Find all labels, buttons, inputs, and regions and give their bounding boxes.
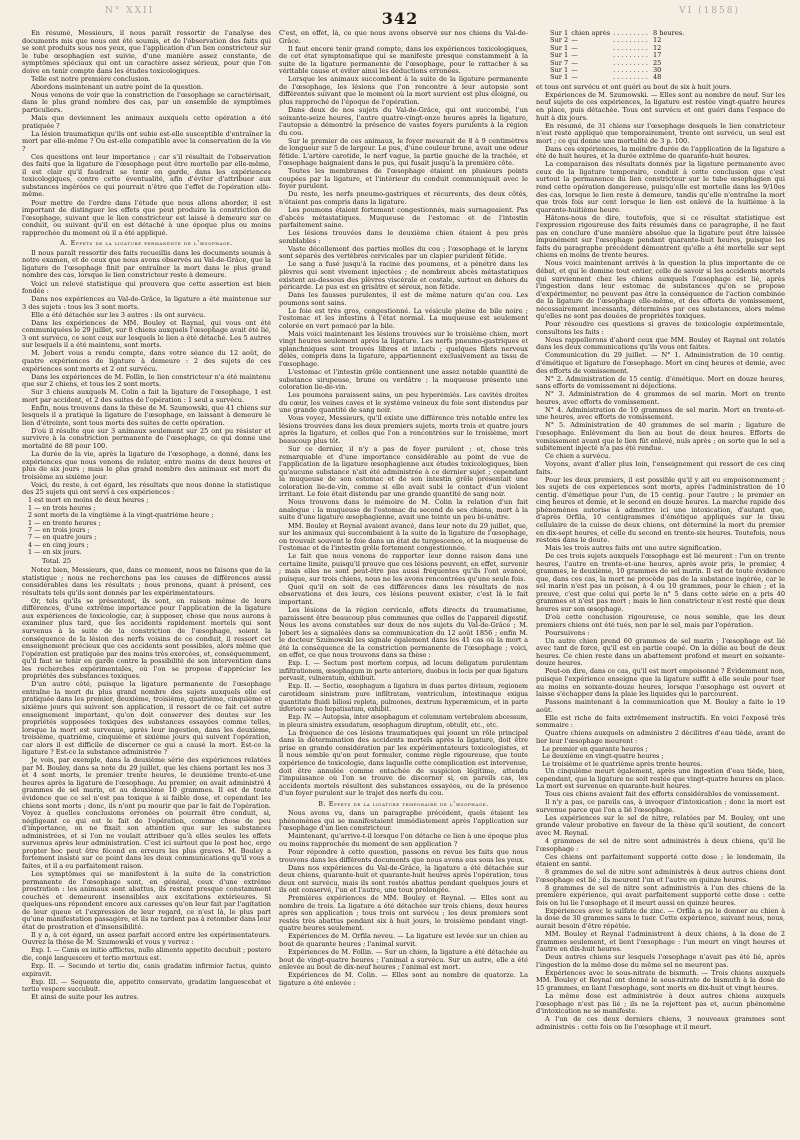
paragraph: Voici, du reste, à cet égard, les résultats que nous donne la statistique des 25 sujets qui ont servi à ces expériences : [22,480,271,497]
paragraph: La fréquence de ces lésions traumatiques qui jouent un rôle principal dans la détermination des accidents mortels après la ligature, doit être prise en grande considération par les expérimentateurs toxicologistes, et il nous semble qu'on peut formuler, comme règle rigoureuse, que toute expérience de toxicologie, dans laquelle cette complication est intervenue, doit être annulée comme entachée de suspicion légitime, attendu l'impuissance où l'on se trouve de discerner si, en pareils cas, les accidents mortels résultent des substances essayées, ou de la présence d'un foyer purulent sur le trajet des nerfs du cou. [279,728,528,798]
paragraph: Sur le premier de ces animaux, le foyer mesurait de 8 à 9 centimètres de longueur sur 5 de largeur. Le pus, d'une couleur brune, avait une odeur fétide. L'artère carotide, le nerf vague, la partie gauche de la trachée, et l'œsophage baignaient dans le pus, qui fusait jusqu'à la première côte. [279,136,528,168]
table-cell: 30 [652,66,662,75]
table-cell: 25 [652,58,662,67]
paragraph: Un cinquième meurt également, après une ingestion d'eau tiède, bien, cependant, que la ligature ne soit restée que vingt-quatre heures en place. La mort est survenue en quarante-huit heures. [536,767,785,791]
table-row [550,74,687,81]
leader-dots: ......... [613,36,650,45]
list-item: 1 — en six jours. [28,548,82,557]
paragraph: La durée de la vie, après la ligature de l'œsophage, a donné, dans les expériences que nous venons de relater, entre moins de deux heures et plus de six jours ; mais le plus grand nombre des animaux est mort du troisième au sixième jour. [22,450,271,481]
paragraph: Or, tels qu'ils se présentent, ils sont, en raison même de leurs différences, d'une extrême importance pour l'application de la ligature aux expériences de toxicologie, car, à supposer, chose que nous aurons à examiner plus tard, que les accidents rapidement mortels qui sont survenus à la suite de la constriction de l'œsophage, soient la conséquence de la lésion des nerfs voisins de ce conduit, il ressort cet enseignement précieux que ces accidents sont possibles, alors même que l'opération est pratiquée par des mains très exercées, et, conséquemment, qu'il faut se tenir en garde contre la possibilité de son intervention dans les recherches expérimentales, où l'on se propose d'apprécier les propriétés des substances toxiques. [22,596,271,681]
paragraph: N° 2. Administration de 15 centig. d'émétique. Mort en douze heures, sans efforts de vomissement ni déjections. [536,374,785,391]
paragraph: Du reste, les nerfs pneumo-gastriques et récurrents, des deux côtés, n'étaient pas compris dans la ligature. [279,190,528,207]
death-times-list [542,746,785,768]
list-item: Le deuxième en vingt-quatre heures ; [542,752,664,761]
paragraph: D'où il résulte que sur 3 animaux seulement sur 25 ont pu résister et survivre à la constriction permanente de l'œsophage, ce qui donne une mortalité de 88 pour 100. [22,426,271,450]
paragraph: Dans nos expériences du Val-de-Grâce, la ligature a été détachée sur deux chiens, quarante-huit et quarante-huit heures après l'opération, tous deux ont survécu, mais ils sont restés abattus pendant quelques jours et ils ont conservé, l'un et l'autre, une toux prolongée. [279,863,528,895]
paragraph: En résumé, Messieurs, il nous paraît ressortir de l'analyse des documents mis que nous ont été soumis, et de l'observation des faits qui se sont produits sous nos yeux, que l'application d'un lien constricteur sur le tube œsophagien est suivie, d'une manière assez constante, de symptômes spéciaux qui ont un caractère assez sérieux, pour que l'on doive en tenir compte dans les études toxicologiques. [22,30,271,75]
paragraph: Expériences de M. Colin. — Elles sont au nombre de quatorze. La ligature a été enlevée : [279,971,528,987]
paragraph: Expériences avec le sous-nitrate de bismuth. — Trois chiens auxquels MM. Bouley et Reynal ont donné le sous-nitrate de bismuth à la dose de 15 grammes, en liant l'œsophage, sont morts en dix-huit et vingt heures. [536,968,785,992]
table-cell: 12 [652,36,662,45]
paragraph: Expériences de M. Follin. — Sur un chien, la ligature a été détachée au bout de vingt-quatre heures ; l'animal a survécu. Sur un autre, elle a été enlevée au bout de dix-neuf heures ; l'animal est mort. [279,948,528,972]
faint-running-head-left: N° XXII [105,6,155,16]
paragraph: Quoi qu'il en soit de ces différences dans les résultats de nos observations et des leurs, ces lésions peuvent exister, c'est là le fait important. [279,582,528,606]
paragraph: Notez bien, Messieurs, que, dans ce moment, nous ne faisons que de la statistique ; nous ne recherchons pas les causes de différences aussi considérables dans les résultats ; nous prenons, quant à présent, ces résultats tels qu'ils sont donnés par les expérimentateurs. [22,566,271,597]
paragraph: Les expériences sur le sel de nitre, relatées par M. Bouley, ont une grande valeur probative en faveur de la thèse qu'il soutient, de concert avec M. Reynal. [536,813,785,837]
paragraph: Expériences avec le sulfate de zinc. — Orfila a pu le donner au chien à la dose de 30 grammes sans le tuer. Cette expérience, suivant nous, nous, aurait besoin d'être répétée. [536,906,785,931]
paragraph: Le foie est très gros, congestionné. La vésicule pleine de bile noire ; l'estomac et les intestins à l'état normal. La muqueuse est seulement colorée en vert pomacé par la bile. [279,306,528,330]
leader-dots: ......... [613,51,650,60]
table-cell: 48 [652,73,662,82]
paragraph: Poursuivons : [545,628,590,637]
paragraph: Voyons, avant d'aller plus loin, l'enseignement qui ressort de ces cinq faits. [536,460,785,476]
paragraph: Pour les deux premiers, il est possible qu'il y ait eu empoisonnement ; les sujets de ces expériences sont morts, après l'administration de 10 centig. d'émétique pour l'un, de 15 centig. pour l'autre ; le premier en cinq heures et demie, et le second en douze heures. La marche rapide des phénomènes autorise à admettre ici une intoxication, d'autant que, d'après Orfila, 10 centigrammes d'émétique appliqués sur le tissu cellulaire de la cuisse de deux chiens, ont déterminé la mort du premier en dix-sept heures, et celle du second en trente-six heures. Toutefois, nous restons dans le doute. [536,475,785,545]
paragraph: Dans les expériences de M. Follin, le lien constricteur n'a été maintenu que sur 2 chiens, et tous les 2 sont morts. [22,372,271,389]
experiment-quote: Exp. III. — Sequente die, appetito conservato, gradatim languescebat et tertio vespere succubuit. [22,978,271,994]
section-heading-b: B. Effets de la ligature temporaire de l'œsophage. [318,799,489,808]
list-item: 2 sont morts de la vingtième à la vingt-quatrième heure ; [28,511,214,520]
list-item: 4 — en cinq jours ; [28,540,89,549]
paragraph: De ces trois sujets auxquels l'œsophage est lié meurent : l'un en trente heures, l'autre en trente-et-une heures, après avoir pris, le premier, 4 grammes, le deuxième, 10 grammes de sel marin. Il est de toute évidence que, dans ces cas, la mort ne procède pas de la substance ingérée, car le sel marin n'est pas un poison, à 4 ou 10 grammes, pour le chien ; et la preuve, c'est que celui qui porte le n° 5 dans cette série en a pris 40 grammes et n'est pas mort ; mais le lien constricteur n'est resté que deux heures sur son œsophage. [536,552,785,614]
paragraph: Nous rappellerons d'abord ceux que MM. Bouley et Raynal ont relatés dans les deux communications qu'ils vous ont faites. [536,335,785,352]
paragraph: Les poumons paraissent sains, un peu hyperémiés. Les cavités droites du cœur, les veines caves et le système veineux du foie sont distendus par une grande quantité de sang noir. [279,391,528,415]
table-cell: — [571,43,578,52]
table-cell: Sur 7 [550,58,569,67]
paragraph: Voici un relevé statistique qui prouvera que cette assertion est bien fondée : [22,279,271,296]
table-cell: — [571,51,578,60]
mortality-list [28,497,271,556]
table-cell: Sur 1 [550,51,569,60]
paragraph: 8 grammes de sel de nitre sont administrés à l'un des chiens de la première expérience, qui avait parfaitement supporté cette dose : cette fois on lui lie l'œsophage et il meurt aussi en quinze heures. [536,883,785,907]
paragraph: Ce chien a survécu. [545,452,611,461]
table-cell: Sur 1 [550,66,569,75]
paragraph: Dans les expériences de MM. Bouley et Raynal, qui vous ont été communiquées le 29 juillet, sur 8 chiens auxquels l'œsophage avait été lié, 3 ont survécu, ce sont ceux sur lesquels le lien a été détaché. Les 5 autres sur lesquels il a été maintenu, sont morts. [22,318,271,350]
section-heading-a: A. Effets de la ligature permanente de l'œsophage. [60,239,233,248]
columns [22,30,786,1134]
paragraph: Passons maintenant à la communication que M. Bouley a faite le 19 août. [536,698,785,714]
experiment-quote: Exp. I. — Sectum post mortem corpus, ad locum deligatum purulentam infiltrationem, œsophagum in parte anteriore, duobus in locis per quæ ligatura pervasit, vulneratum, exhibuit. [279,660,528,683]
paragraph: Ces chiens ont parfaitement supporté cette dose ; le lendemain, ils étaient en santé. [536,852,785,869]
paragraph: Lorsque les animaux succombent à la suite de la ligature permanente de l'œsophage, les lésions que l'on rencontre à leur autopsie sont différentes suivant que le moment où la mort survient est plus éloigné, ou plus rapproché de l'époque de l'opération. [279,75,528,106]
table-cell: 17 [652,51,662,60]
leader-dots: ......... [613,66,650,75]
paragraph: Dans ces expériences, la moindre durée de l'application de la ligature a été de huit heures, et la durée extrême de quarante-huit heures. [536,144,785,161]
paragraph: Ces questions ont leur importance ; car s'il résultait de l'observation des faits que la ligature de l'œsophage peut être mortelle par elle-même, il est clair qu'il faudrait se tenir en garde, dans les expériences toxicologiques, contre cette éventualité, afin d'éviter d'attribuer aux substances ingérées ce qui pourrait n'être que l'effet de l'opération elle-même. [22,152,271,199]
paragraph: Et ainsi de suite pour les autres. [31,993,139,1002]
paragraph: Pour mettre de l'ordre dans l'étude que nous allons aborder, il est important de distinguer les effets que peut produire la constriction de l'œsophage, suivant que le lien constricteur est laissé à demeure sur ce conduit, ou suivant qu'il en est détaché à une époque plus ou moins rapprochée du moment où il a été appliqué. [22,198,271,237]
paragraph: Communication du 29 juillet. — N° 1. Administration de 10 centig. d'émétique et ligature de l'œsophage. Mort en cinq heures et demie, avec des efforts de vomissement. [536,351,785,375]
table-cell: Sur 1 [550,73,569,82]
paragraph: Il nous paraît ressortir des faits recueillis dans les documents soumis à notre examen, et de ceux que nous avons observés au Val-de-Grâce, que la ligature de l'œsophage finit par entraîner la mort dans le plus grand nombre des cas, lorsque le lien constricteur reste à demeure. [22,248,271,280]
paragraph: D'où cette conclusion rigoureuse, ce nous semble, que les deux premiers chiens ont été tués, non par le sel, mais par l'opération. [536,613,785,629]
table-cell: Sur 1 [550,30,569,37]
paragraph: La même dose est administrée à deux autres chiens auxquels l'œsophage n'est pas lié ; ils ne la rejettent pas et, aucun phénomène d'intoxication ne se manifeste. [536,991,785,1016]
paragraph: D'un autre côté, puisque la ligature permanente de l'œsophage entraîne la mort du plus grand nombre des sujets auxquels elle est pratiquée dans les premier, deuxième, troisième, quatrième, cinquième et sixième jours qui suivent son application, il ressort de ce fait cet autre enseignement important, qu'on doit conserver des doutes sur les propriétés supposées toxiques des substances essayées comme telles, lorsque la mort est survenue, après leur ingestion, dans les deuxième, troisième, quatrième, cinquième et sixième jours qui suivent l'opération, car alors il est difficile de discerner ce qui a causé la mort. Est-ce la ligature ? Est-ce la substance administrée ? [22,680,271,757]
paragraph: Je vois, par exemple, dans la deuxième série des expériences relatées par M. Bouley, dans sa note du 29 juillet, que les chiens portant les nos 3 et 4 sont morts, le premier trente heures, le deuxième trente-et-une heures après la ligature de l'œsophage. Au premier, on avait administré 4 grammes de sel marin, et au deuxième 10 grammes. Il est de toute évidence que ce sel n'est pas toxique à si faible dose, et cependant les chiens sont morts ; donc, ils n'ont pu mourir que par le fait de l'opération. Voyez à quelles conclusions erronées on pourrait être conduit, si, négligeant ce qui est le fait de l'opération, comme chose de peu d'importance, on ne fixait son attention que sur les substances administrées, et si l'on ne voulait attribuer qu'à elles seules les effets survenus après leur administration. C'est ici surtout que le post hoc, ergo propter hoc peut être fécond en erreurs les plus graves. M. Bouley a fortement insisté sur ce point dans les deux communications qu'il vous a faites, et il a eu parfaitement raison. [22,756,271,870]
paragraph: Nous trouvons dans le mémoire de M. Colin la relation d'un fait analogue : la muqueuse de l'estomac du second de ses chiens, mort à la suite d'une ligature œsophagienne, avait une teinte un peu bi-unâtre. [279,498,528,522]
paragraph: A l'un de ces deux derniers chiens, 3 nouveaux grammes sont administrés : cette fois on lie l'œsophage et il meurt. [536,1015,785,1031]
list-item: 1 — en trois heures ; [28,503,96,512]
table-cell: — [571,36,578,45]
paragraph: La lésion traumatique qu'ils ont subie est-elle susceptible d'entraîner la mort par elle-même ? Ou est-elle compatible avec la conservation de la vie ? [22,129,271,153]
experiment-quote: Exp. IV. — Autopsia, inter œsophagum et columnam vertebralem abcessum, in pleura sinistra exsudatum, œsophagum diruptum, obtulit, etc., etc. [279,714,528,729]
column-2 [279,30,528,1134]
leader-dots: ......... [613,30,650,37]
paragraph: Quatre chiens auxquels on administre 2 décilitres d'eau tiède, avant de lier leur l'œsophage meurent : [536,729,785,745]
table-cell: — [571,66,578,75]
paragraph: Le sang a fusé jusqu'à la racine des poumons, et a pénétré dans les plèvres qui sont vivement injectées ; de nombreux abcès métastatiques existent au-dessous des plèvres viscérale et costale, surtout en dehors du péricarde. Le pus est en grisâtre et séreux, non fétide. [279,260,528,292]
paragraph: Nous voici maintenant arrivés à la question la plus importante de ce débat, et qui le domine tout entier, celle de savoir si les accidents mortels qui surviennent chez les chiens auxquels l'œsophage est lié, après l'ingestion dans leur estomac de substances qu'on se propose d'expérimenter, ne peuvent pas être la conséquence de l'action combinée de la ligature de l'œsophage elle-même, et des efforts de vomissement, nécessairement incessants, déterminés par ces substances, alors même qu'elles ne sont pas douées de propriétés toxiques. [536,259,785,321]
paragraph: Peut-on dire, dans ce cas, qu'il est mort empoisonné ? Évidemment non, puisque l'expérience enseigne que la ligature suffit à elle seule pour tuer au moins en soixante-douze heures, lorsque l'œsophage est ouvert et laisse s'échapper dans la plaie les liquides qui le parcourent. [536,667,785,699]
paragraph: Vaste décollement des parties molles du cou ; l'œsophage et le larynx sont séparés des vertèbres cervicales par un clapier purulent fétide. [279,244,528,261]
paragraph: L'estomac et l'intestin grêle contiennent une assez notable quantité de substance sirupeuse, brune ou verdâtre ; la muqueuse présente une coloration lie-de-vin. [279,368,528,392]
table-cell: Sur 2 [550,36,569,45]
paragraph: Dans les fausses purulentes, il est de même nature qu'au cou. Les poumons sont sains. [279,291,528,307]
paragraph: Maintenant, qu'arrive-t-il lorsque l'on détache ce lien à une époque plus ou moins rapprochée du moment de son application ? [279,832,528,848]
paragraph: Les poumons étaient fortement congestionnés, mais surnageaient. Pas d'abcès métastatiques. Muqueuse de l'estomac et de l'intestin parfaitement saine. [279,206,528,230]
paragraph: et tous ont survécu et ont guéri au bout de six à huit jours. [536,82,732,91]
paragraph: Un autre chien prend 60 grammes de sel marin ; l'œsophage est lié avec tant de force, qu'il est en partie coupé. On la délie au bout de deux heures. Ce chien reste dans un abattement profond et meurt en soixante-douze heures. [536,636,785,668]
paragraph: C'est, en effet, là, ce que nous avons observé sur nos chiens du Val-de-Grâce. [279,30,528,45]
page-number: 342 [381,8,419,28]
experiment-quote: Exp. II. — Sectio, œsophagum a ligatura in duas partes divisum, regionem carotideam sinistram pure infiltratam, ventriculum, intestinaque exigua quantitate fluidi biliosi repleta, pulmones, dextrum hyperæmicum, et in parte inferiore sano hepatisatum, exhibit. [279,683,528,714]
paragraph: Dans nos expériences au Val-de-Grâce, la ligature a été maintenue sur 3 des sujets : tous les 3 sont morts. [22,295,271,311]
paragraph: Enfin, nous trouvons dans la thèse de M. Szumowski, que 41 chiens sur lesquels il a pratiqué la ligature de l'œsophage, en laissant à demeure le lien d'étreinte, sont tous morts des suites de cette opération. [22,403,271,427]
experiment-quote: Exp. I. — Canis ex initio afflictus, nullo alimento appetito decubuit ; postero die, conjè languescere et tertio mortuus est. [22,947,271,962]
paragraph: N° 5. Administration de 40 grammes de sel marin ; ligature de l'œsophage. Enlèvement du lien au bout de deux heures. Efforts de vomissement avant que le lien fût enlevé, nuls après ; on sorte que le sel a subitement injecté n'a pas été rendue. [536,421,785,453]
leader-dots: ......... [613,43,650,52]
list-item: 1 — en trente heures ; [28,518,101,527]
experiment-quote: Exp. II. — Secundo et tertio die, canis gradatim infirmior factus, quinto expiravit. [22,963,271,978]
paragraph: Nous avons vu, dans un paragraphe précédent, quels étaient les phénomènes qui se manifestaient immédiatement après l'application sur l'œsophage d'un lien constricteur. [279,809,528,833]
leader-dots: ......... [613,73,650,82]
table-cell: 12 [652,43,662,52]
paragraph: N° 3. Administration de 4 grammes de sel marin. Mort en trente heures, avec efforts de vomissement. [536,390,785,406]
paragraph: Il faut encore tenir grand compte, dans les expériences toxicologiques, de cet état symptomatique qui se manifeste presque constamment à la suite de la ligature permanente de l'œsophage, pour le rattacher à sa véritable cause et éviter ainsi les déductions erronées. [279,44,528,76]
total-line: Total. 25 [42,556,72,565]
paragraph: Deux autres chiens sur lesquels l'œsophage n'avait pas été lié, après l'ingestion de la même dose du même sel ne meurent pas. [536,953,785,969]
paragraph: Abordons maintenant un autre point de la question. [31,82,204,91]
paragraph: N° 4. Administration de 10 grammes de sel marin. Mort en trente-et-une heures, avec efforts de vomissement. [536,405,785,422]
faint-running-head-right: VI (1858) [679,6,740,16]
paragraph: Les symptômes qui se manifestent à la suite de la constriction permanente de l'œsophage sont, en général, ceux d'une extrême prostration : les animaux sont abattus, ils restent presque constamment couchés et demeurent insensibles aux excitations extérieures. Si quelques-uns répondent encore aux caresses qu'on leur fait par l'agitation de leur queue et l'expression de leur regard, ce n'est là, le plus part qu'une manifestation passagère, et ils ne tardent pas à retomber dans leur état de prostration et d'insensibilité. [22,869,271,931]
table-cell: — [571,73,578,82]
paragraph: Il n'y a pas, ce pareils cas, à invoquer d'intoxication ; donc la mort est survenue parce que l'on a lié l'œsophage. [536,798,785,814]
paragraph: Dans deux de nos sujets du Val-de-Grâce, qui ont succombé, l'un soixante-seize heures, l'autre quatre-vingt-onze heures après la ligature, l'autopsie a démontré la présence de vastes foyers purulents à la région du cou. [279,105,528,137]
paragraph: Les lésions de la région cervicale, effets directs du traumatisme, paraissent être beaucoup plus communes que celles de l'appareil digestif. Nous les avons constatées sur deux de nos sujets du Val-de-Grâce ; M. Jobert les a signalées dans sa communication du 12 août 1856 ; enfin M. le docteur Szumowski les signale également dans les 41 cas où la mort a été la conséquence de la constriction permanente de l'œsophage ; voici, en effet, ce que nous trouvons dans sa thèse : [279,606,528,660]
paragraph: Pour résoudre ces questions si graves de toxicologie expérimentale, consultons les faits : [536,320,785,336]
paragraph: Mais les trois autres faits ont une autre signification. [545,544,722,553]
paragraph: M. Jobert vous a rendu compte, dans votre séance du 12 août, de quatre expériences de ligature à demeure : 2 des sujets de ces expériences sont morts et 2 ont survécu. [22,349,271,373]
paragraph: Pour répondre à cette question, passons en revue les faits que nous trouvons dans les différents documents que nous avons eus sous les yeux. [279,847,528,864]
paragraph: Le fait que nous venons de rapporter leur donne raison dans une certaine limite, puisqu'il prouve que ces lésions peuvent, en effet, survenir ; mais elles ne sont peut-être pas aussi fréquentes qu'ils l'ont avancé, puisque, sur trois chiens, nous ne les avons rencontrées qu'une seule fois. [279,552,528,583]
column-1 [22,30,271,1134]
ligature-duration-table [550,30,687,82]
list-item: Le troisième et le quatrième après trente heures. [542,759,703,768]
paragraph: MM. Bouley et Reynal avaient avancé, dans leur note du 29 juillet, que, sur les animaux qui succombaient à la suite de la ligature de l'œsophage, on trouvait souvent le foie dans un état de turgescence, et la muqueuse de l'estomac et de l'intestin grêle fortement congestionnée. [279,521,528,553]
column-3 [536,30,785,1134]
paragraph: Expériences de M. Orfila neveu. — La ligature est levée sur un chien au bout de quarante heures ; l'animal survit. [279,932,528,949]
table-cell: — [571,58,578,67]
table-cell: Sur 1 [550,43,569,52]
paragraph: Toutes les membranes de l'œsophage étaient en plusieurs points coupées par la ligature, et l'intérieur du conduit communiquait avec le foyer purulent. [279,167,528,191]
paragraph: Elle est riche de faits extrêmement instructifs. En voici l'exposé très sommaire : [536,713,785,730]
paragraph: En résumé, de 31 chiens sur l'œsophage desquels le lien constricteur n'est resté appliqué que temporairement, trente ont survécu, un seul est mort ; ce qui donne une mortalité de 3 p. 100. [536,121,785,145]
list-item: Le premier en quarante heures ; [542,744,648,753]
paragraph: Sur ce dernier, il n'y a pas de foyer purulent ; et, chose très remarquable et d'une importance considérable au point de vue de l'application de la ligature œsophagienne aux études toxicologiques, bien qu'aucune substance n'ait été administrée à ce dernier sujet ; cependant la muqueuse de son estomac et de son intestin grêle présentait une coloration lie-de-vin, comme si elle avait subi le contact d'un violent irritant. Le foie était distendu par une grande quantité de sang noir. [279,445,528,499]
paragraph: Premières expériences de MM. Bouley et Reynal. — Elles sont au nombre de trois. La ligature a été détachée sur trois chiens, deux heures après son application ; tous trois ont survécu ; les deux premiers sont restés très abattus pendant six à huit jours, le troisième pendant vingt-quatre heures seulement. [279,894,528,933]
paragraph: Il y a, à cet égard, un assez parfait accord entre les expérimentateurs. Ouvrez la thèse de M. Szumowski et vous y verrez : [22,930,271,947]
list-item: 7 — en quatre jours ; [28,533,97,542]
leader-dots: ......... [613,58,650,67]
list-item: 7 — en trois jours ; [28,525,90,534]
paragraph: Elle a été détachée sur les 3 autres : ils ont survécu. [31,310,206,319]
paragraph: MM. Bouley et Reynal l'administrent à deux chiens, à la dose de 2 grammes seulement, et lient l'œsophage : l'un meurt en vingt heures et l'autre en dix-huit heures. [536,930,785,954]
table-cell: chien après [571,30,611,37]
list-item: 1 est mort en moins de deux heures ; [28,496,149,505]
paragraph: 4 grammes de sel de nitre sont administrés à deux chiens, qu'il lie l'œsophage : [536,837,785,853]
paragraph: Nous venons de voir que la constriction de l'œsophage se caractérisait, dans le plus grand nombre des cas, par un ensemble de symptômes particuliers. [22,90,271,114]
paragraph: Les lésions trouvées dans le deuxième chien étaient à peu près semblables : [279,229,528,245]
paragraph: Hâtons-nous de dire, toutefois, que si ce résultat statistique est l'expression rigoureuse des faits résumés dans ce paragraphe, il ne faut pas en conclure d'une manière absolue que la ligature peut être laissée impunément sur l'œsophage pendant quarante-huit heures, puisque les faits du paragraphe précédent démontrent qu'elle a été mortelle sur sept chiens en moins de trente heures. [536,213,785,260]
paragraph: La comparaison des résultats donnés par la ligature permanente avec ceux de la ligature temporaire, conduit à cette conclusion que c'est surtout la permanence du lien constricteur sur le tube œsophagien qui rend cette opération dangereuse, puisqu'elle est mortelle dans les 9/10es des cas, lorsque le lien reste à demeure, tandis qu'elle n'entraîne la mort que trois fois sur cent lorsque le lien est enlevé de la huitième à la quarante-huitième heure. [536,160,785,214]
paragraph: Vous voyez, Messieurs, qu'il existe une différence très notable entre les lésions trouvées dans les deux premiers sujets, morts trois et quatre jours après la ligature, et celles que l'on a rencontrées sur le troisième, mort beaucoup plus tôt. [279,414,528,445]
table-cell: 8 heures. [652,30,685,37]
paragraph: Expériences de M. Szumowski. — Elles sont au nombre de neuf. Sur les neuf sujets de ces expériences, la ligature est restée vingt-quatre heures en place, puis détachée. Tous ont survécu et ont guéri dans l'espace de huit à dix jours. [536,90,785,122]
paragraph: Sur 3 chiens auxquels M. Colin a fait la ligature de l'œsophage, 1 est mort par accident, et 2 des suites de l'opération : 1 seul a survécu. [22,388,271,404]
paragraph: Telle est notre première conclusion. [31,74,151,83]
paragraph: Tous ces chiens avaient fait des efforts considérables de vomissement. [545,790,780,799]
paragraph: 8 grammes de sel de nitre sont administrés à deux autres chiens dont l'œsophage est lié ; ils meurent l'un et l'autre en quinze heures. [536,868,785,884]
paragraph: Mais que deviennent les animaux auxquels cette opération a été pratiquée ? [22,114,271,130]
paragraph: Mais voici maintenant les lésions trouvées sur le troisième chien, mort vingt heures seulement après la ligature. Les nerfs pneumo-gastriques et splanchniques sont trouvés libres et intacts ; quelques filets nerveux délés, compris dans la ligature, appartiennent exclusivement au tissu de l'œsophage. [279,329,528,369]
